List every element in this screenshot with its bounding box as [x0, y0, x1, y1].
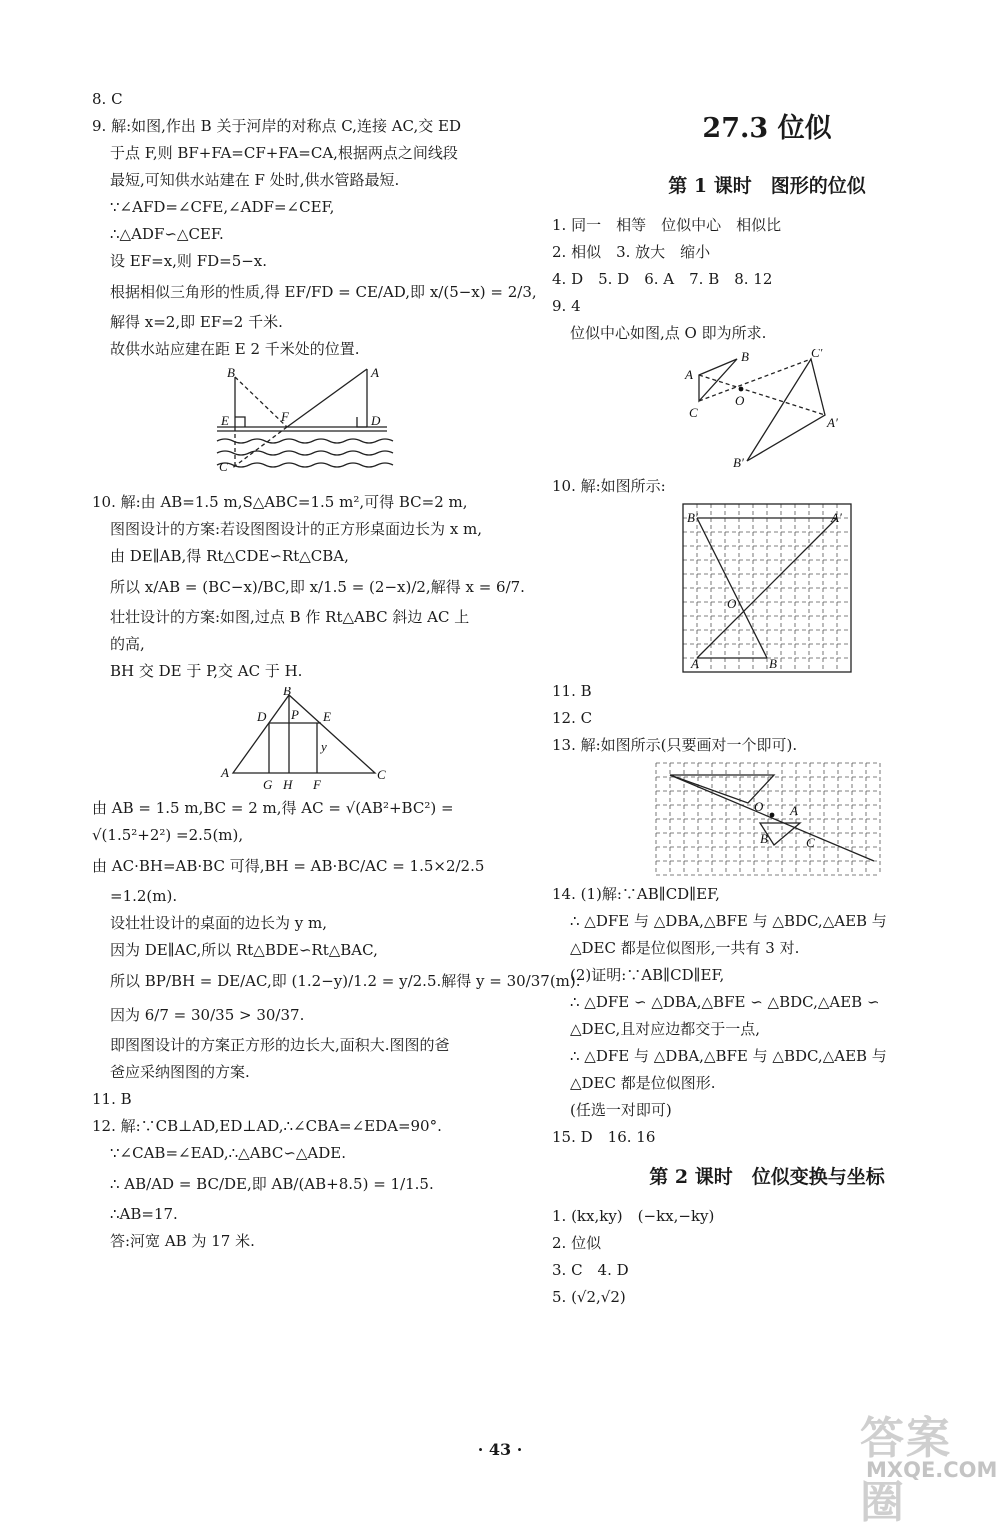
label-A: A — [691, 656, 699, 671]
answer-13: 13. 解:如图所示(只要画对一个即可). — [552, 736, 798, 754]
label-y: y — [321, 739, 327, 754]
text-line: 图图设计的方案:若设图图设计的正方形桌面边长为 x m, — [110, 520, 483, 538]
text-line: √(1.5²+2²) =2.5(m), — [92, 826, 244, 844]
answer-12: 12. 解:∵CB⊥AD,ED⊥AD,∴∠CBA=∠EDA=90°. — [92, 1117, 442, 1135]
watermark-logo — [860, 1402, 998, 1528]
answer-line: 9. 4 — [552, 297, 581, 315]
answer-line: 2. 位似 — [552, 1234, 602, 1252]
label-B: B — [227, 365, 235, 380]
river-diagram — [207, 365, 407, 485]
lesson-1-title: 第 1 课时 图形的位似 — [668, 175, 866, 197]
text-line: 由 DE∥AB,得 Rt△CDE∽Rt△CBA, — [110, 547, 349, 565]
answer-8: 8. C — [92, 90, 123, 108]
label-A: A — [221, 765, 229, 780]
answer-line: 3. C 4. D — [552, 1261, 629, 1279]
answer-line: 2. 相似 3. 放大 缩小 — [552, 243, 711, 261]
text-line: △DEC,且对应边都交于一点, — [570, 1020, 760, 1038]
label-O: O — [754, 799, 764, 814]
text-line: 解得 x=2,即 EF=2 千米. — [110, 313, 283, 331]
text-line: (2)证明:∵AB∥CD∥EF, — [570, 966, 725, 984]
text-line: 设 EF=x,则 FD=5−x. — [110, 252, 268, 270]
label-A: A — [790, 803, 798, 818]
label-A-prime: A′ — [831, 510, 842, 525]
grid-figure — [681, 502, 853, 674]
homothety-figure — [677, 349, 857, 469]
text-line: ∴ △DFE ∽ △DBA,△BFE ∽ △BDC,△AEB ∽ — [570, 993, 880, 1011]
equation-line: 所以 BP/BH = DE/AC,即 (1.2−y)/1.2 = y/2.5.解得 y = 30/37(m). — [110, 972, 581, 990]
text-line: 答:河宽 AB 为 17 米. — [110, 1232, 255, 1250]
answer-line: 5. (√2,√2) — [552, 1288, 626, 1306]
label-A: A — [371, 365, 379, 380]
equation-line: ∴ AB/AD = BC/DE,即 AB/(AB+8.5) = 1/1.5. — [110, 1175, 434, 1193]
text-line: =1.2(m). — [110, 887, 178, 905]
answer-line: 1. 同一 相等 位似中心 相似比 — [552, 216, 782, 234]
equation-line: 所以 x/AB = (BC−x)/BC,即 x/1.5 = (2−x)/2,解得 x = 6/7. — [110, 578, 525, 596]
label-B-prime: B′ — [687, 510, 698, 525]
label-E: E — [221, 413, 229, 428]
text-line: ∴△ADF∽△CEF. — [110, 225, 224, 243]
text-line: ∵∠CAB=∠EAD,∴△ABC∽△ADE. — [110, 1144, 346, 1162]
text-line: 的高, — [110, 635, 145, 653]
label-P: P — [291, 707, 299, 722]
answer-9: 9. 解:如图,作出 B 关于河岸的对称点 C,连接 AC,交 ED — [92, 117, 461, 135]
text-line: 因为 DE∥AC,所以 Rt△BDE∽Rt△BAC, — [110, 941, 378, 959]
watermark-text: 答案圈 — [860, 1413, 952, 1528]
label-B: B — [741, 349, 749, 364]
page-number: · 43 · — [477, 1440, 523, 1459]
text-line: ∴ △DFE 与 △DBA,△BFE 与 △BDC,△AEB 与 — [570, 912, 887, 930]
text-line: 故供水站应建在距 E 2 千米处的位置. — [110, 340, 360, 358]
label-E: E — [323, 709, 331, 724]
watermark-url: MXQE.COM — [866, 1458, 998, 1482]
text-line: 由 AB = 1.5 m,BC = 2 m,得 AC = √(AB²+BC²) = — [92, 799, 454, 817]
label-A-prime: A′ — [827, 415, 838, 430]
text-line: 设壮壮设计的桌面的边长为 y m, — [110, 914, 328, 932]
text-line: (任选一对即可) — [570, 1101, 672, 1119]
label-A: A — [685, 367, 693, 382]
label-B: B — [760, 831, 768, 846]
text-line: ∵∠AFD=∠CFE,∠ADF=∠CEF, — [110, 198, 335, 216]
text-line: ∴AB=17. — [110, 1205, 178, 1223]
text-line: 最短,可知供水站建在 F 处时,供水管路最短. — [110, 171, 400, 189]
lesson-2-title: 第 2 课时 位似变换与坐标 — [649, 1166, 885, 1188]
label-H: H — [283, 777, 293, 791]
answer-10: 10. 解:由 AB=1.5 m,S△ABC=1.5 m²,可得 BC=2 m, — [92, 493, 468, 511]
text-line: 即图图设计的方案正方形的边长大,面积大.图图的爸 — [110, 1036, 450, 1054]
answer-line: 15. D 16. 16 — [552, 1128, 656, 1146]
label-O: O — [727, 596, 737, 611]
text-line: BH 交 DE 于 P,交 AC 于 H. — [110, 662, 303, 680]
text-line: △DEC 都是位似图形,一共有 3 对. — [570, 939, 800, 957]
grid-figure-2 — [650, 761, 884, 877]
answer-14: 14. (1)解:∵AB∥CD∥EF, — [552, 885, 720, 903]
equation-line: 由 AC·BH=AB·BC 可得,BH = AB·BC/AC = 1.5×2/2.5 — [92, 857, 485, 875]
section-title: 27.3 位似 — [702, 113, 832, 144]
label-D: D — [257, 709, 267, 724]
label-B-prime: B′ — [733, 455, 744, 469]
text-line: △DEC 都是位似图形. — [570, 1074, 716, 1092]
label-C: C — [219, 459, 228, 474]
answer-line: 4. D 5. D 6. A 7. B 8. 12 — [552, 270, 773, 288]
answer-11: 11. B — [92, 1090, 132, 1108]
text-line: 壮壮设计的方案:如图,过点 B 作 Rt△ABC 斜边 AC 上 — [110, 608, 470, 626]
text-line: 于点 F,则 BF+FA=CF+FA=CA,根据两点之间线段 — [110, 144, 458, 162]
label-C: C — [806, 835, 815, 850]
label-O: O — [735, 393, 745, 408]
answer-12: 12. C — [552, 709, 593, 727]
text-line: 位似中心如图,点 O 即为所求. — [570, 324, 767, 342]
text-line: 爸应采纳图图的方案. — [110, 1063, 250, 1081]
triangle-square-diagram — [217, 687, 397, 791]
equation-line: 因为 6/7 = 30/35 > 30/37. — [110, 1006, 305, 1024]
answer-line: 1. (kx,ky) (−kx,−ky) — [552, 1207, 715, 1225]
label-B: B — [283, 687, 291, 698]
right-column — [552, 86, 982, 1311]
label-C: C — [377, 767, 386, 782]
label-G: G — [263, 777, 273, 791]
label-D: D — [371, 413, 381, 428]
label-B: B — [769, 656, 777, 671]
equation-line: 根据相似三角形的性质,得 EF/FD = CE/AD,即 x/(5−x) = 2/3, — [110, 283, 537, 301]
label-F: F — [313, 777, 321, 791]
answer-11: 11. B — [552, 682, 592, 700]
answer-10: 10. 解:如图所示: — [552, 477, 666, 495]
label-C: C — [689, 405, 698, 420]
text-line: ∴ △DFE 与 △DBA,△BFE 与 △BDC,△AEB 与 — [570, 1047, 887, 1065]
label-C-prime: C′ — [811, 349, 823, 360]
label-F: F — [281, 409, 289, 424]
